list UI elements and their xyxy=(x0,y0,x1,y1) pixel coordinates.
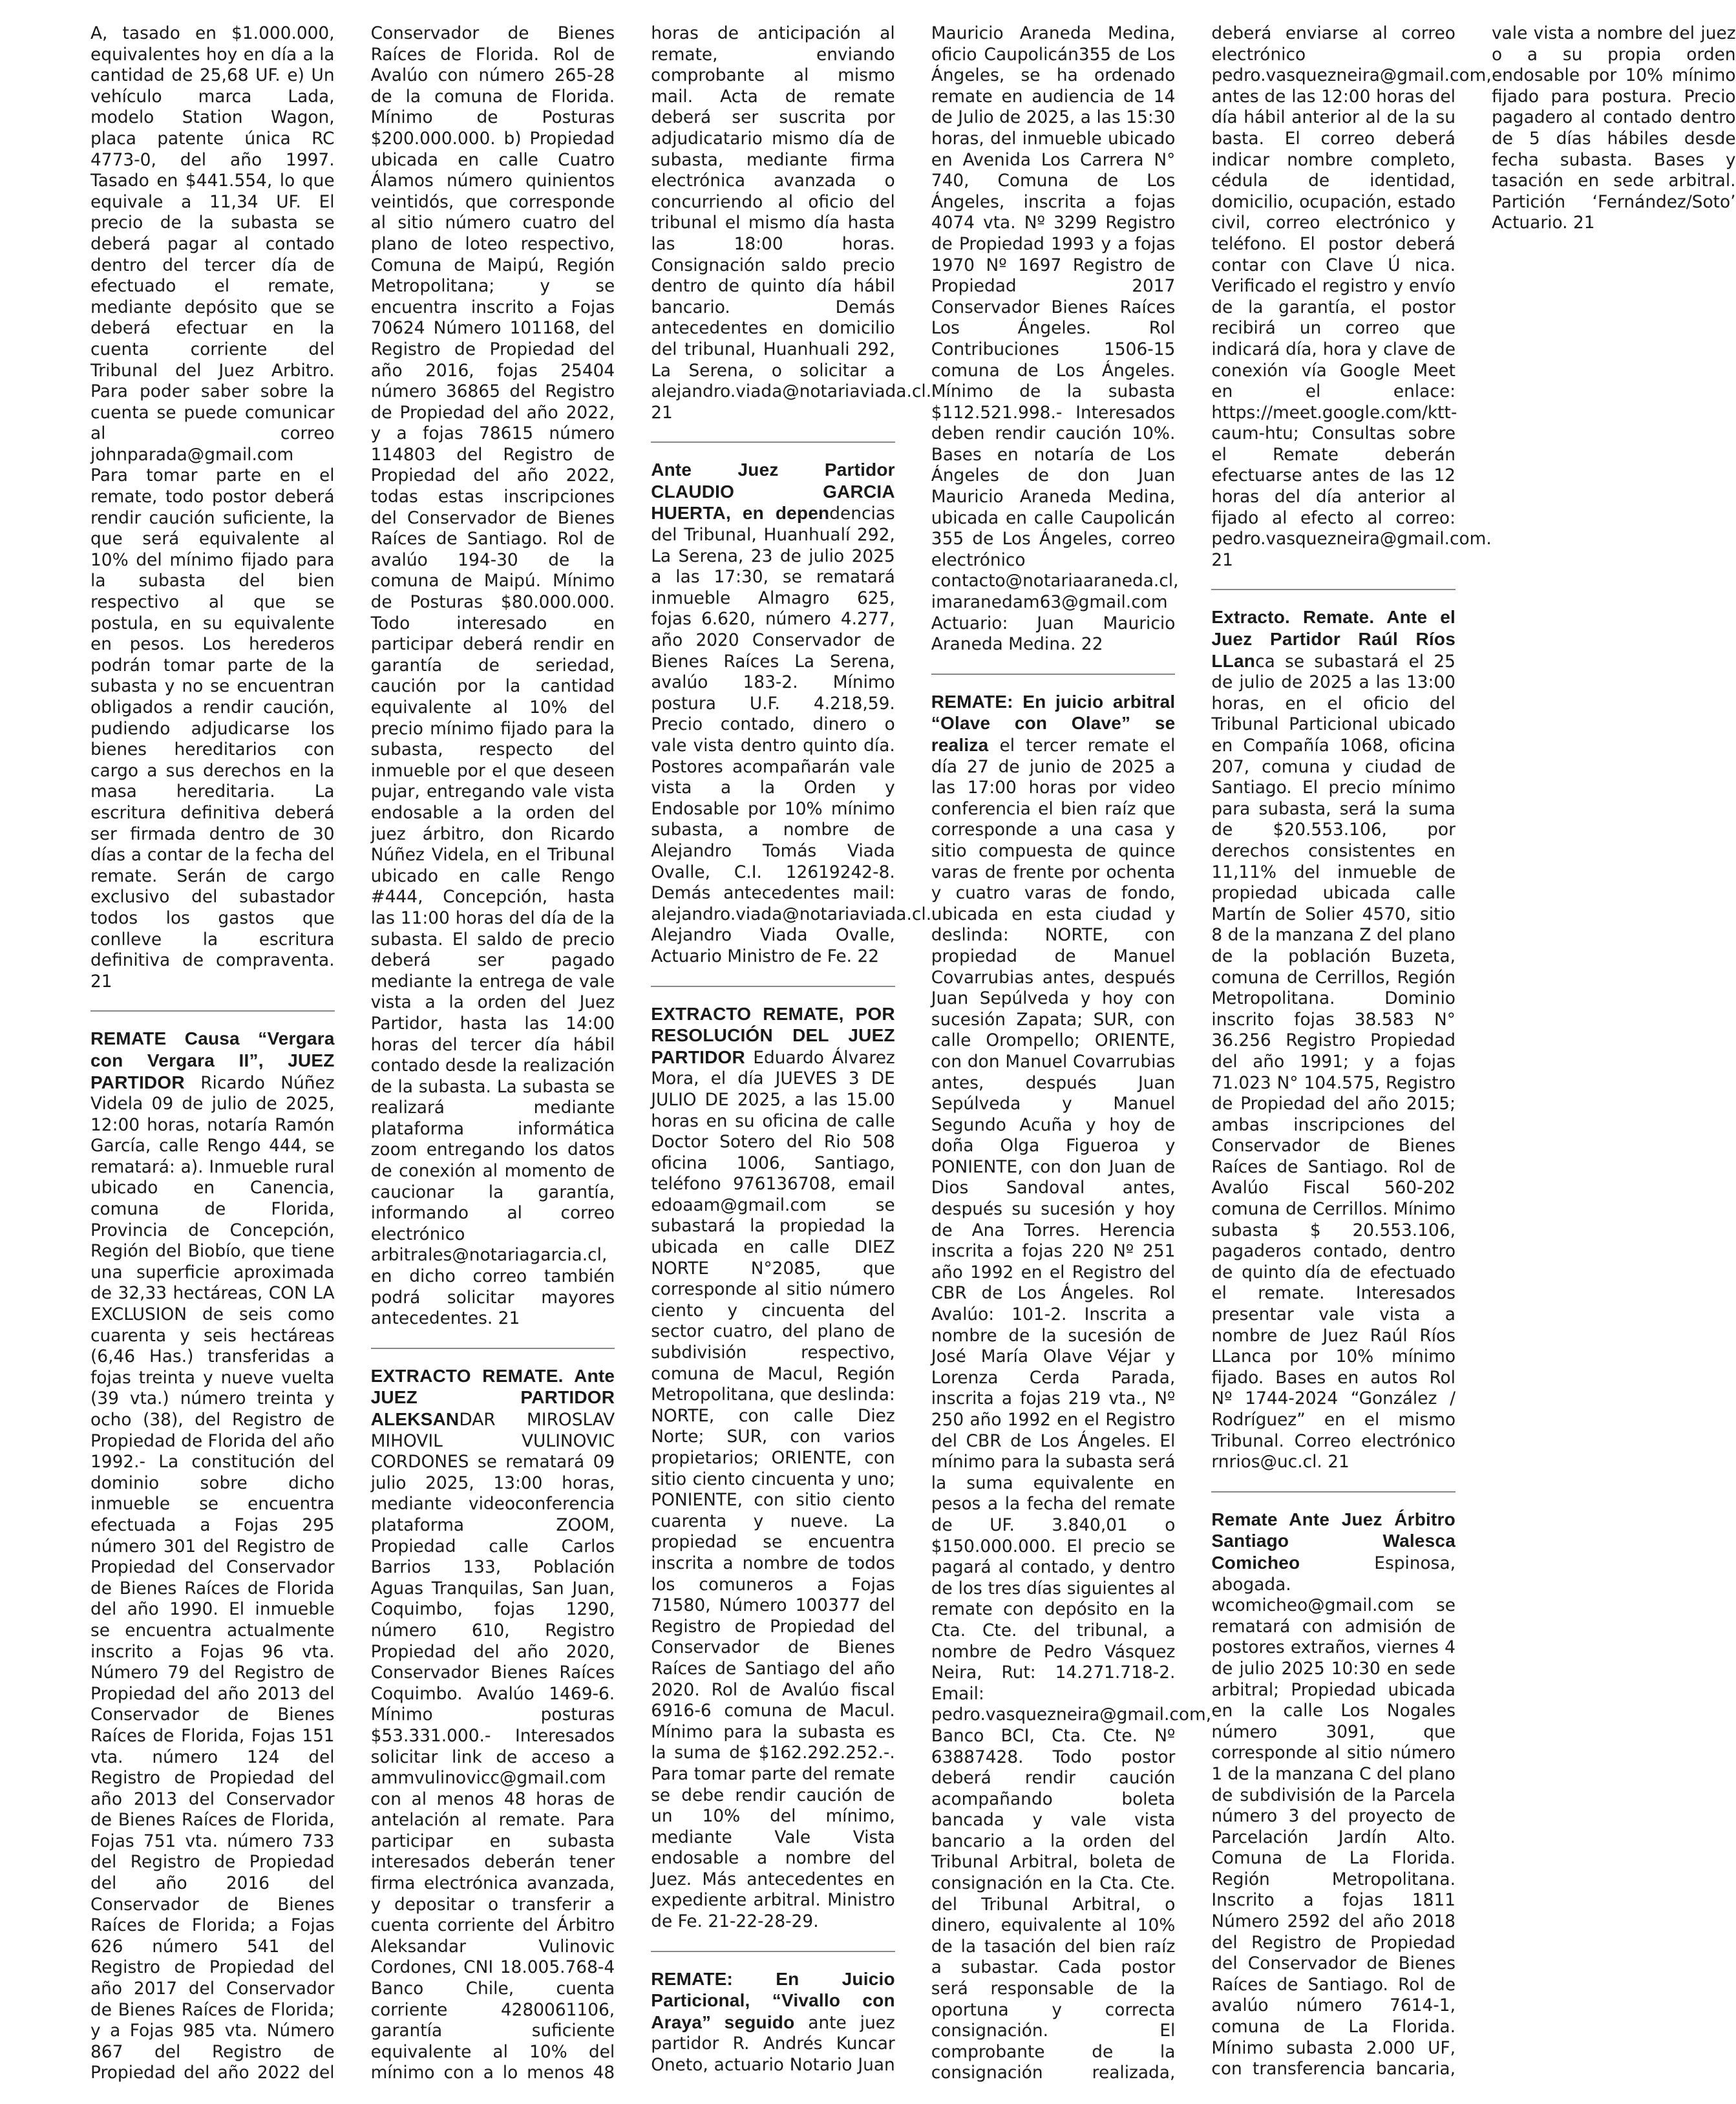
notice-heading: EXTRACTO REMATE. Ante JUEZ PARTIDOR ALEKSAN xyxy=(370,1365,615,1429)
notice-heading: Remate Ante Juez Árbitro Santiago Walesca Comicheo xyxy=(1211,1509,1455,1573)
notice-divider xyxy=(651,986,895,987)
notice-body: A, tasado en $1.000.000, equivalentes hoy en día a la cantidad de 25,68 UF. e) Un vehículo marca Lada, modelo Station Wagon, placa patente única RC 4773-0, del año 1997. Tasado en $441.554, lo que equivale a 11,34 UF. El precio de la subasta se deberá pagar al contado dentro del tercer día de efectuado el remate, mediante depósito que se deberá efectuar en la cuenta corriente del Tribunal del Juez Arbitro. Para poder saber sobre la cuenta se puede comunicar al correo johnparada@gmail.com Para tomar parte en el remate, todo postor deberá rendir caución suficiente, la que será equivalente al 10% del mínimo fijado para la subasta del bien respectivo al que se postula, en su equivalente en pesos. Los herederos podrán tomar parte de la subasta y no se encuentran obligados a rendir caución, pudiendo adjudicarse los bienes hereditarios con cargo a sus derechos en la masa hereditaria. La escritura definitiva deberá ser firmada dentro de 30 días a contar de la fecha del remate. Serán de cargo exclusivo del subastador todos los gastos que conlleve la escritura definitiva de compraventa. 21 xyxy=(90,23,335,992)
notice-body: Eduardo Álvarez Mora, el día JUEVES 3 DE JULIO DE 2025, a las 15.00 horas en su oficina de calle Doctor Sotero del Rio 508 oficina 1006, Santiago, teléfono 976136708, email edoaam@gmail.com se subastará la propiedad la ubicada en calle DIEZ NORTE N°2085, que corresponde al sitio número ciento y cincuenta del sector cuatro, del plano de subdivisión respectivo, comuna de Macul, Región Metropolitana, que deslinda: NORTE, con calle Diez Norte; SUR, con varios propietarios; ORIENTE, con sitio ciento cincuenta y uno; PONIENTE, con sitio ciento cuarenta y nueve. La propiedad se encuentra inscrita a nombre de todos los comuneros a Fojas 71580, Número 100377 del Registro de Propiedad del Conservador de Bienes Raíces de Santiago del año 2020. Rol de Avalúo fiscal 6916-6 comuna de Macul. Mínimo para la subasta es la suma de $162.292.252.-. Para tomar parte del remate se debe rendir caución de un 10% del mínimo, mediante Vale Vista endosable a nombre del Juez. Más antecedentes en expediente arbitral. Ministro de Fe. 21-22-28-29. xyxy=(651,1047,895,1932)
notice-heading: Ante Juez Partidor CLAUDIO GARCIA HUERTA, en depen xyxy=(651,460,895,524)
notice-body: DAR MIROSLAV MIHOVIL VULINOVIC CORDONES se rematará 09 julio 2025, 13:00 horas, mediante videoconferencia plataforma ZOOM, Propiedad calle Carlos Barrios 133, Población Aguas Tranquilas, San Juan, Coquimbo, fojas 1290, número 610, Registro Propiedad del año 2020, Conservador Bienes Raíces Coquimbo. Avalúo 1469-6. Mínimo posturas $53.331.000.- Interesados solicitar link de acceso a ammvulinovicc@gmail.com con al menos 48 horas de antelación al remate. Para participar en subasta interesados deberán tener firma electrónica avanzada, y depositar o transferir a cuenta corriente del Árbitro Aleksandar Vulinovic Cordones, CNI 18.005.768-4 Banco Chile, cuenta corriente 4280061106, garantía suficiente equivalente al 10% del mínimo con a lo menos 48 horas de anticipación al remate, enviando comprobante al mismo mail. Acta de remate deberá ser suscrita por adjudicatario mismo día de subasta, mediante firma electrónica avanzada o concurriendo al oficio del tribunal el mismo día hasta las 18:00 horas. Consignación saldo precio dentro de quinto día hábil bancario. Demás antecedentes en domicilio del tribunal, Huanhuali 292, La Serena, o solicitar a alejandro.viada@notariaviada.cl. 21 xyxy=(370,23,932,2083)
notice-body: Ricardo Núñez Videla 09 de julio de 2025, 12:00 horas, notaría Ramón García, calle Rengo 444, se rematará: a). Inmueble rural ubicado en Canencia, comuna de Florida, Provincia de Concepción, Región del Biobío, que tiene una superficie aproximada de 32,33 hectáreas, CON LA EXCLUSION de seis como cuarenta y seis hectáreas (6,46 Has.) transferidas a fojas treinta y nueve vuelta (39 vta.) número treinta y ocho (38), del Registro de Propiedad de Florida del año 1992.- La constitución del dominio sobre dicho inmueble se encuentra efectuada a Fojas 295 número 301 del Registro de Propiedad del Conservador de Bienes Raíces de Florida del año 1990. El inmueble se encuentra actualmente inscrito a Fojas 96 vta. Número 79 del Registro de Propiedad del año 2013 del Conservador de Bienes Raíces de Florida, Fojas 151 vta. número 124 del Registro de Propiedad del año 2013 del Conservador de Bienes Raíces de Florida, Fojas 751 vta. número 733 del Registro de Propiedad del año 2016 del Conservador de Bienes Raíces de Florida; a Fojas 626 número 541 del Registro de Propiedad del año 2017 del Conservador de Bienes Raíces de Florida; y a Fojas 985 vta. Número 867 del Registro de Propiedad del año 2022 del Conservador de Bienes Raíces de Florida. Rol de Avalúo con número 265-28 de la comuna de Florida. Mínimo de Posturas $200.000.000. b) Propiedad ubicada en calle Cuatro Álamos número quinientos veintidós, que corresponde al sitio número cuatro del plano de loteo respectivo, Comuna de Maipú, Región Metropolitana; y se encuentra inscrito a Fojas 70624 Número 101168, del Registro de Propiedad del año 2016, fojas 25404 número 36865 del Registro de Propiedad del año 2022, y a fojas 78615 número 114803 del Registro de Propiedad del año 2022, todas estas inscripciones del Conservador de Bienes Raíces de Santiago. Rol de avalúo 194-30 de la comuna de Maipú. Mínimo de Posturas $80.000.000. Todo interesado en participar deberá rendir en garantía de seriedad, caución por la cantidad equivalente al 10% del precio mínimo fijado para la subasta, respecto del inmueble por el que deseen pujar, entregando vale vista endosable a la orden del juez árbitro, don Ricardo Núñez Videla, en el Tribunal ubicado en calle Rengo #444, Concepción, hasta las 11:00 horas del día de la subasta. El saldo de precio deberá ser pagado mediante la entrega de vale vista a la orden del Juez Partidor, hasta las 14:00 horas del tercer día hábil contado desde la realización de la subasta. La subasta se realizará mediante plataforma informática zoom entregando los datos de conexión al momento de caucionar la garantía, informando al correo electrónico arbitrales@notariagarcia.cl, en dicho correo también podrá solicitar mayores antecedentes. 21 xyxy=(90,23,615,2083)
remate-notice-continuation xyxy=(90,23,335,992)
notice-heading: Extracto. Remate. Ante el Juez Partidor Raúl Ríos LLan xyxy=(1211,607,1455,671)
notice-divider xyxy=(1211,1491,1455,1493)
remate-notice-alvarez-mora xyxy=(651,1004,895,1933)
remate-notice-rios-llanca xyxy=(1211,607,1455,1472)
notice-divider xyxy=(651,1951,895,1952)
notice-body: ante juez partidor R. Andrés Kuncar Oneto, actuario Notario Juan Mauricio Araneda Medina, oficio Caupolicán355 de Los Ángeles, se ha ordenado remate en audiencia de 14 de Julio de 2025, a las 15:30 horas, del inmueble ubicado en Avenida Los Carrera N° 740, Comuna de Los Ángeles, inscrita a fojas 4074 vta. Nº 3299 Registro de Propiedad 1993 y a fojas 1970 Nº 1697 Registro de Propiedad 2017 Conservador Bienes Raíces Los Ángeles. Rol Contribuciones 1506-15 comuna de Los Ángeles. Mínimo de la subasta $112.521.998.- Interesados deben rendir caución 10%. Bases en notaría de Los Ángeles de don Juan Mauricio Araneda Medina, ubicada en calle Caupolicán 355 de Los Ángeles, correo electrónico contacto@notariaaraneda.cl, imaranedam63@gmail.com Actuario: Juan Mauricio Araneda Medina. 22 xyxy=(651,23,1179,2076)
notice-body: dencias del Tribunal, Huanhualí 292, La Serena, 23 de julio 2025 a las 17:30, se rematará inmueble Almagro 625, fojas 6.620, número 4.277, año 2020 Conservador de Bienes Raíces La Serena, avalúo 183-2. Mínimo postura U.F. 4.218,59. Precio contado, dinero o vale vista dentro quinto día. Postores acompañarán vale vista a la Orden y Endosable por 10% mínimo subasta, a nombre de Alejandro Tomás Viada Ovalle, C.I. 12619242-8. Demás antecedentes mail: alejandro.viada@notariaviada.cl. Alejandro Viada Ovalle, Actuario Ministro de Fe. 22 xyxy=(651,504,932,966)
notice-heading: EXTRACTO REMATE, POR RESOLUCIÓN DEL JUEZ PARTIDOR xyxy=(651,1003,895,1067)
notice-divider xyxy=(651,441,895,443)
notice-heading: REMATE: En Juicio Particional, “Vivallo con Araya” seguido xyxy=(651,1968,895,2032)
notice-divider xyxy=(371,1348,615,1349)
remate-notice-garcia-huerta xyxy=(651,460,932,967)
notice-divider xyxy=(90,1010,335,1012)
notice-heading: REMATE Causa “Vergara con Vergara II”, JUEZ PARTIDOR xyxy=(90,1028,335,1092)
notice-body: ca se subastará el 25 de julio de 2025 a las 13:00 horas, en el oficio del Tribunal Particional ubicado en Compañía 1068, oficina 207, comuna y ciudad de Santiago. El precio mínimo para subasta, será la suma de $20.553.106, por derechos consistentes en 11,11% del inmueble de propiedad ubicada calle Martín de Solier 4570, sitio 8 de la manzana Z del plano de la población Buzeta, comuna de Cerrillos, Región Metropolitana. Dominio inscrito fojas 38.583 N° 36.256 Registro Propiedad del año 1991; y a fojas 71.023 N° 104.575, Registro de Propiedad del año 2015; ambas inscripciones del Conservador de Bienes Raíces de Santiago. Rol de Avalúo Fiscal 560-202 comuna de Cerrillos. Mínimo subasta $ 20.553.106, pagaderos contado, dentro de quinto día de efectuado el remate. Interesados presentar vale vista a nombre de Juez Raúl Ríos LLanca por 10% mínimo fijado. Bases en autos Rol Nº 1744-2024 “González / Rodríguez” en el mismo Tribunal. Correo electrónico rnrios@uc.cl. 21 xyxy=(1211,651,1455,1472)
classifieds-page xyxy=(90,23,1736,2092)
notice-body: Espinosa, abogada. wcomicheo@gmail.com se rematará con admisión de postores extraños, viernes 4 de julio 2025 10:30 en sede arbitral; Propiedad ubicada en la calle Los Nogales número 3091, que corresponde al sitio número 1 de la manzana C del plano de subdivisión de la Parcela número 3 del proyecto de Parcelación Jardín Alto. Comuna de La Florida. Región Metropolitana. Inscrito a fojas 1811 Número 2592 del año 2018 del Registro de Propiedad del Conservador de Bienes Raíces de Santiago. Rol de avalúo número 7614-1, comuna de La Florida. Mínimo subasta 2.000 UF, con transferencia bancaria, vale vista a nombre del juez o a su propia orden endosable por 10% mínimo fijado para postura. Precio pagadero al contado dentro de 5 días hábiles desde fecha subasta. Bases y tasación en sede arbitral. Partición ‘Fernández/Soto’ Actuario. 21 xyxy=(1211,23,1736,2079)
notice-body: el tercer remate el día 27 de junio de 2025 a las 17:00 horas por video conferencia el bien raíz que corresponde a una casa y sitio compuesta de quince varas de frente por ochenta y cuatro varas de fondo, ubicada en esta ciudad y deslinda: NORTE, con propiedad de Manuel Covarrubias antes, después Juan Sepúlveda y hoy con sucesión Zapata; SUR, con calle Orompello; ORIENTE, con don Manuel Covarrubias antes, después Juan Sepúlveda y Manuel Segundo Acuña y hoy de doña Olga Figueroa y PONIENTE, con don Juan de Dios Sandoval antes, después su sucesión y hoy de Ana Torres. Herencia inscrita a fojas 220 Nº 251 año 1992 en el Registro del CBR de Los Ángeles. Rol Avalúo: 101-2. Inscrita a nombre de la sucesión de José María Olave Véjar y Lorenza Cerda Parada, inscrita a fojas 219 vta., Nº 250 año 1992 en el Registro del CBR de Los Ángeles. El mínimo para la subasta será la suma equivalente en pesos a la fecha del remate de UF. 3.840,01 o $150.000.000. El precio se pagará al contado, y dentro de los tres días siguientes al remate con depósito en la Cta. Cte. del tribunal, a nombre de Pedro Vásquez Neira, Rut: 14.271.718-2. Email: pedro.vasquezneira@gmail.com, Banco BCI, Cta. Cte. Nº 63887428. Todo postor deberá rendir caución acompañando boleta bancada y vale vista bancario a la orden del Tribunal Arbitral, boleta de consignación en la Cta. Cte. del Tribunal Arbitral, o dinero, equivalente al 10% de la tasación del bien raíz a subastar. Cada postor será responsable de la oportuna y correcta consignación. El comprobante de la consignación realizada, deberá enviarse al correo electrónico pedro.vasquezneira@gmail.com, antes de las 12:00 horas del día hábil anterior al de la su basta. El correo deberá indicar nombre completo, cédula de identidad, domicilio, ocupación, estado civil, correo electrónico y teléfono. El postor deberá contar con Clave Ú nica. Verificado el registro y envío de la garantía, el postor recibirá un correo que indicará día, hora y clave de conexión vía Google Meet en el enlace: https://meet.google.com/ktt-caum-htu; Consultas sobre el Remate deberán efectuarse antes de las 12 horas del día anterior al fijado al efecto al correo: pedro.vasquezneira@gmail.com. 21 xyxy=(931,23,1492,2083)
notice-heading: REMATE: En juicio arbitral “Olave con Olave” se realiza xyxy=(931,691,1176,755)
notice-divider xyxy=(931,674,1176,675)
notice-divider xyxy=(1211,589,1455,590)
